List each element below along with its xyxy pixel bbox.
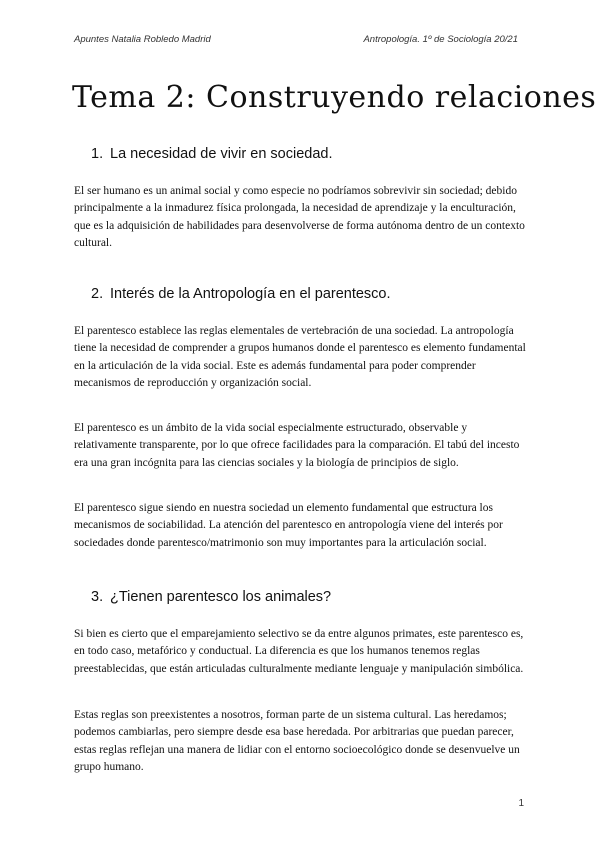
section-heading-2	[91, 286, 391, 302]
section-heading-3	[91, 589, 331, 605]
section-title: Interés de la Antropología en el parentesco.	[110, 286, 391, 302]
section-number: 3.	[91, 589, 104, 605]
paragraph: Estas reglas son preexistentes a nosotros, forman parte de un sistema cultural. Las heredamos; podemos cambiarlas, pero siempre desde esa base heredada. Por arbitrarias que puedan parecer, estas reglas reflejan una manera de lidiar con el entorno socioecológico donde se desenvuelve un grupo humano.	[74, 709, 520, 773]
paragraph: Si bien es cierto que el emparejamiento selectivo se da entre algunos primates, este parentesco es, en todo caso, metafórico y conductual. La diferencia es que los humanos tenemos reglas preestablecidas, que están articuladas culturalmente mediante lenguaje y manipulación simbólica.	[74, 628, 524, 675]
header-course: Antropología. 1º de Sociología 20/21	[363, 34, 518, 45]
section-number: 1.	[91, 146, 104, 162]
page-title: Tema 2: Construyendo relaciones	[72, 80, 597, 115]
section-heading-1	[91, 146, 332, 162]
paragraph: El ser humano es un animal social y como especie no podríamos sobrevivir sin sociedad; debido principalmente a la inmadurez física prolongada, la necesidad de aprendizaje y la enculturación, que es la adquisición de habilidades para desenvolverse de forma autónoma dentro de un contexto cultural.	[74, 185, 525, 249]
header-author: Apuntes Natalia Robledo Madrid	[74, 34, 211, 45]
paragraph: El parentesco establece las reglas elementales de vertebración de una sociedad. La antropología tiene la necesidad de comprender a grupos humanos donde el parentesco es elemento fundamental en la articulación de la vida social. Este es además fundamental para poder comprender mecanismos de reproducción y organización social.	[74, 325, 526, 389]
section-number: 2.	[91, 286, 104, 302]
paragraph: El parentesco es un ámbito de la vida social especialmente estructurado, observable y relativamente transparente, por lo que ofrece facilidades para la comparación. El tabú del incesto era una gran incógnita para las ciencias sociales y la biología de principios de siglo.	[74, 422, 520, 469]
section-title: ¿Tienen parentesco los animales?	[110, 589, 332, 605]
paragraph: El parentesco sigue siendo en nuestra sociedad un elemento fundamental que estructura los mecanismos de sociabilidad. La atención del parentesco en antropología viene del interés por sociedades donde parentesco/matrimonio son muy importantes para la articulación social.	[74, 502, 503, 549]
section-title: La necesidad de vivir en sociedad.	[110, 146, 333, 162]
page-number: 1	[518, 798, 524, 809]
